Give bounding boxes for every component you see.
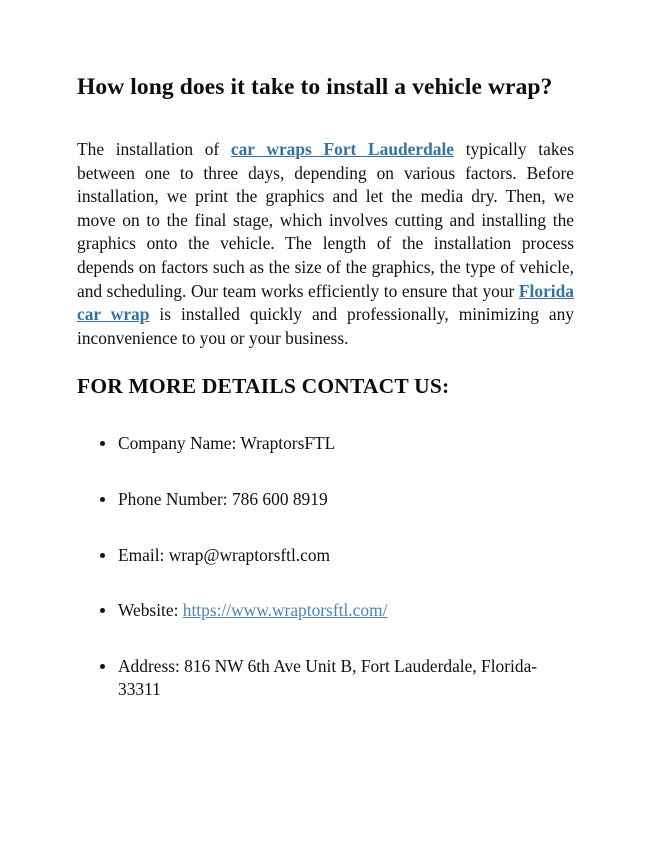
contact-website-label: Website: [118, 600, 183, 621]
paragraph-segment-3: is installed quickly and professionally, minimizing any inconvenience to you or your business. [77, 304, 574, 348]
contact-email: Email: wrap@wraptorsftl.com [118, 544, 331, 565]
paragraph-segment-2: typically takes between one to three days, depending on various factors. Before installation, we print the graphics and let the media dry. Then, we move on to the final stage, which involves cutting and installing the graphics onto the vehicle. The length of the installation process depends on factors such as the size of the graphics, the type of vehicle, and scheduling. Our team works efficiently to ensure that your [77, 139, 574, 301]
contact-list [77, 432, 574, 702]
document-content [77, 72, 574, 702]
list-item [77, 488, 574, 512]
page-title: How long does it take to install a vehicle wrap? [77, 74, 553, 100]
body-paragraph [77, 138, 574, 350]
link-car-wraps-fort-lauderdale[interactable]: car wraps Fort Lauderdale [230, 139, 455, 159]
list-item [77, 655, 574, 702]
contact-address: Address: 816 NW 6th Ave Unit B, Fort Lauderdale, Florida-33311 [118, 655, 538, 700]
bullet-icon [100, 553, 105, 558]
bullet-icon [100, 664, 105, 669]
contact-phone-number: Phone Number: 786 600 8919 [118, 488, 328, 509]
list-item [77, 599, 574, 623]
paragraph-segment-1: The installation of [77, 139, 231, 159]
section-heading-contact: FOR MORE DETAILS CONTACT US: [77, 374, 450, 399]
bullet-icon [100, 497, 105, 502]
link-website-url[interactable]: https://www.wraptorsftl.com/ [182, 600, 388, 621]
bullet-icon [100, 608, 105, 613]
list-item [77, 544, 574, 568]
list-item [77, 432, 574, 456]
link-florida-car-wrap[interactable]: Florida car wrap [77, 280, 574, 325]
contact-company-name: Company Name: WraptorsFTL [118, 433, 336, 454]
bullet-icon [100, 441, 105, 446]
